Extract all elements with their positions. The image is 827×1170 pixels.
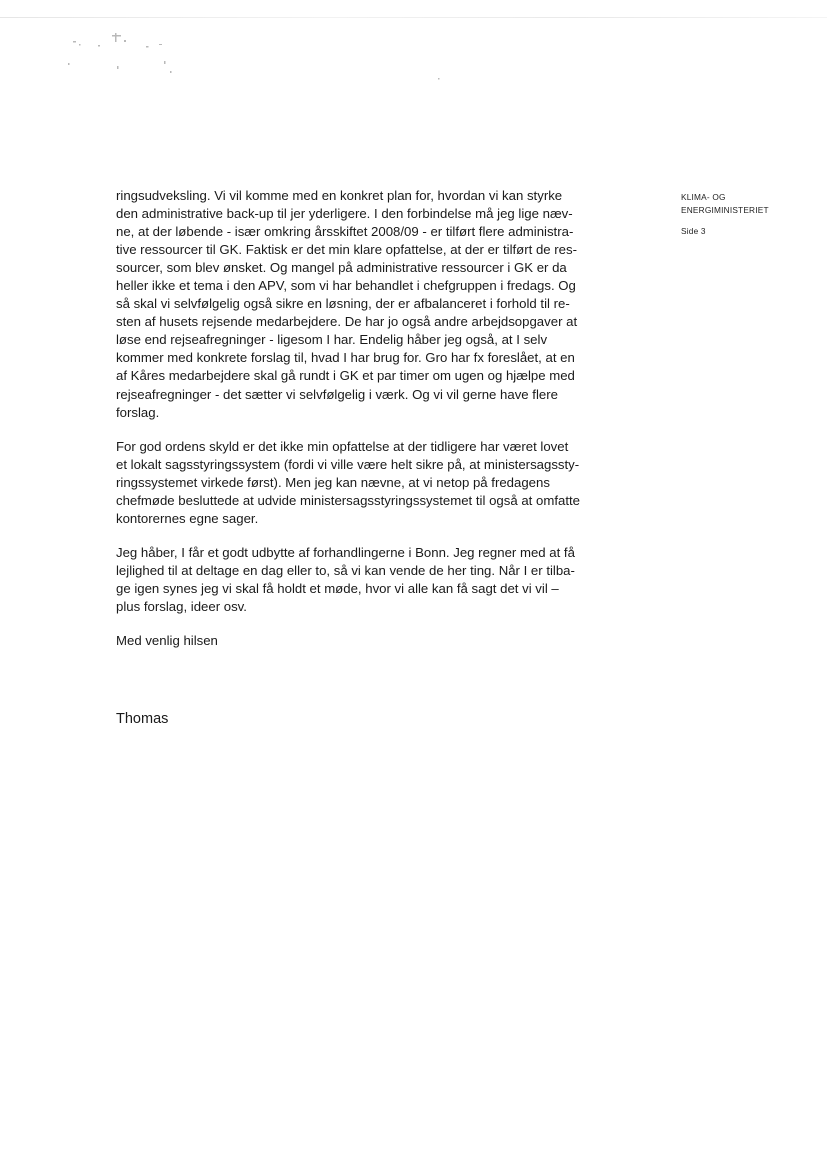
paragraph-line: af Kåres medarbejdere skal gå rundt i GK et par timer om ugen og hjælpe med xyxy=(116,368,575,384)
paragraph-line: den administrative back-up til jer yderligere. I den forbindelse må jeg lige næv- xyxy=(116,206,573,222)
paragraph-2 xyxy=(116,438,644,528)
paragraph-line: løse end rejseafregninger - ligesom I har. Endelig håber jeg også, at I selv xyxy=(116,332,548,348)
letter-body xyxy=(116,187,644,727)
paragraph-line: heller ikke et tema i den APV, som vi har behandlet i chefgruppen i fredags. Og xyxy=(116,278,576,294)
paragraph-line: så skal vi selvfølgelig også sikre en løsning, der er afbalanceret i forhold til re- xyxy=(116,296,570,312)
paragraph-line: chefmøde besluttede at udvide ministersagsstyringssystemet til også at omfatte xyxy=(116,492,580,508)
signature-name: Thomas xyxy=(116,711,169,727)
closing-salutation: Med venlig hilsen xyxy=(116,633,218,649)
paragraph-line: For god ordens skyld er det ikke min opfattelse at der tidligere har været lovet xyxy=(116,438,569,454)
scan-noise-specks xyxy=(0,0,827,120)
paragraph-1 xyxy=(116,187,644,422)
paragraph-line: lejlighed til at deltage en dag eller to, så vi kan vende de her ting. Når I er tilba- xyxy=(116,562,575,578)
paragraph-line: forslag. xyxy=(116,404,160,420)
paragraph-line: ringsudveksling. Vi vil komme med en konkret plan for, hvordan vi kan styrke xyxy=(116,188,563,203)
paragraph-line: ge igen synes jeg vi skal få holdt et møde, hvor vi alle kan få sagt det vi vil – xyxy=(116,580,559,596)
paragraph-line: tive ressourcer til GK. Faktisk er det min klare opfattelse, at der er tilført de res- xyxy=(116,242,577,258)
paragraph-3 xyxy=(116,544,644,616)
paragraph-line: sten af husets rejsende medarbejdere. De har jo også andre arbejdsopgaver at xyxy=(116,314,578,330)
paragraph-line: rejseafregninger - det sætter vi selvfølgelig i værk. Og vi vil gerne have flere xyxy=(116,386,558,402)
page-number: Side 3 xyxy=(681,226,706,236)
paragraph-line: ne, at der løbende - især omkring årsskiftet 2008/09 - er tilført flere administra- xyxy=(116,224,574,240)
organization-name-line2: ENERGIMINISTERIET xyxy=(681,205,769,215)
paragraph-line: Jeg håber, I får et godt udbytte af forhandlingerne i Bonn. Jeg regner med at få xyxy=(116,544,575,560)
paragraph-line: sourcer, som blev ønsket. Og mangel på administrative ressourcer i GK er da xyxy=(116,260,567,276)
paragraph-line: plus forslag, ideer osv. xyxy=(116,598,247,614)
letterhead-sidebar xyxy=(681,191,811,238)
organization-name-line1: KLIMA- OG xyxy=(681,192,726,202)
paragraph-line: kommer med konkrete forslag til, hvad I har brug for. Gro har fx foreslået, at en xyxy=(116,350,575,366)
paragraph-line: kontorernes egne sager. xyxy=(116,510,259,526)
paragraph-line: ringssystemet virkede først). Men jeg kan nævne, at vi netop på fredagens xyxy=(116,474,550,490)
paragraph-line: et lokalt sagsstyringssystem (fordi vi ville være helt sikre på, at ministersagssty- xyxy=(116,456,580,472)
